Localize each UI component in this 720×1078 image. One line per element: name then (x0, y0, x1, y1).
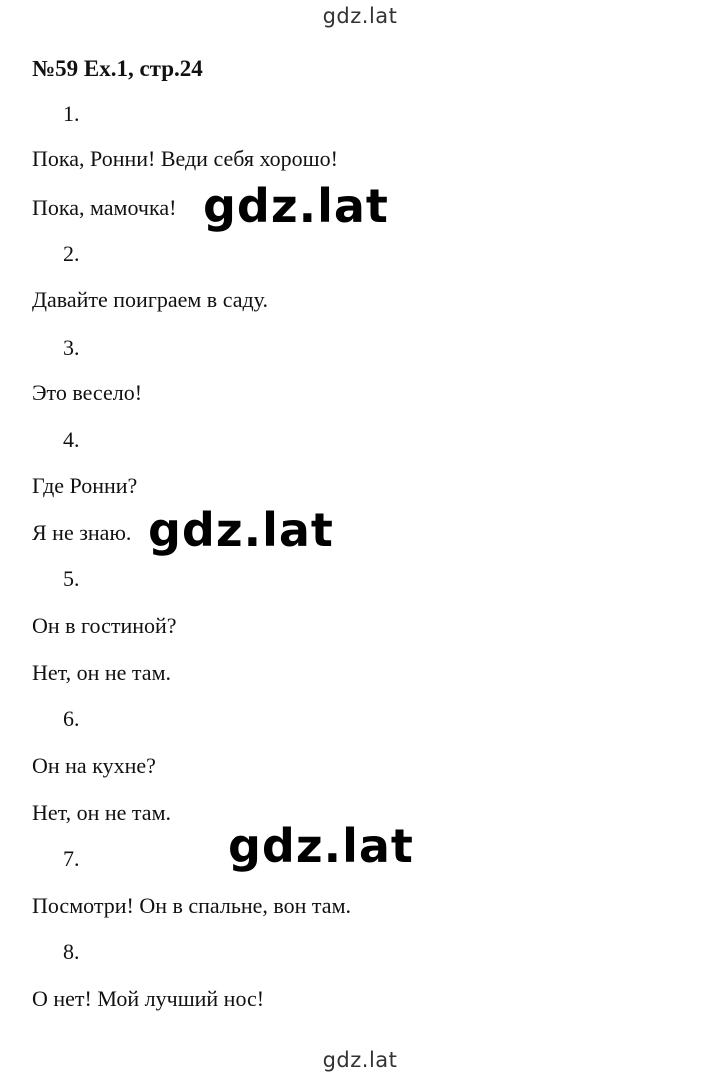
item-number-3: 3. (63, 335, 80, 360)
item-number-5: 5. (63, 566, 80, 591)
item-number-8: 8. (63, 939, 80, 964)
item-number-6: 6. (63, 706, 80, 731)
item-2-line-1: Давайте поиграем в саду. (32, 287, 268, 312)
item-6-line-2: Нет, он не там. (32, 800, 171, 825)
page-title: №59 Ex.1, стр.24 (32, 56, 203, 81)
item-5-line-2: Нет, он не там. (32, 660, 171, 685)
item-6-line-1: Он на кухне? (32, 753, 156, 778)
item-5-line-1: Он в гостиной? (32, 613, 177, 638)
watermark-overlay-3: gdz.lat (228, 819, 414, 873)
item-7-line-1: Посмотри! Он в спальне, вон там. (32, 893, 351, 918)
watermark-top: gdz.lat (322, 4, 398, 28)
item-4-line-2: Я не знаю. (32, 520, 132, 545)
item-3-line-1: Это весело! (32, 380, 143, 405)
watermark-bottom: gdz.lat (322, 1048, 398, 1072)
watermark-overlay-1: gdz.lat (203, 179, 389, 233)
item-number-2: 2. (63, 241, 80, 266)
item-number-1: 1. (63, 101, 80, 126)
item-1-line-2: Пока, мамочка! (32, 195, 177, 220)
item-4-line-1: Где Ронни? (32, 473, 138, 498)
item-number-4: 4. (63, 427, 80, 452)
watermark-overlay-2: gdz.lat (148, 503, 334, 557)
item-1-line-1: Пока, Ронни! Веди себя хорошо! (32, 146, 338, 171)
item-number-7: 7. (63, 846, 80, 871)
item-8-line-1: О нет! Мой лучший нос! (32, 986, 265, 1011)
